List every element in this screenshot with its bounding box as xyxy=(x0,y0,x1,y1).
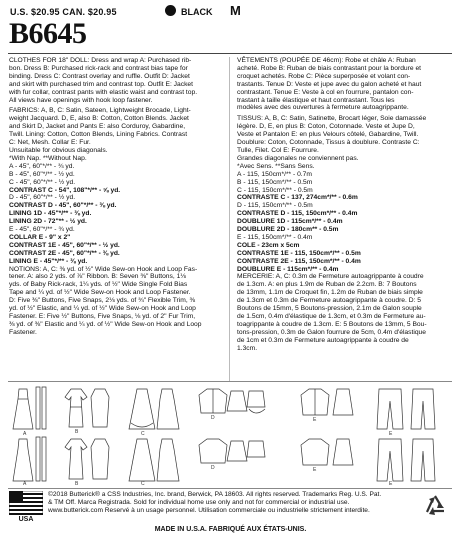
fabric-line: *With Nap. **Without Nap. xyxy=(9,154,87,162)
fabric-line: TISSUS: A, B, C: Satin, Satinette, Brocart léger, Soie damassée xyxy=(237,115,427,123)
desc-line: CLOTHES FOR 18" DOLL: Dress and wrap A: Purchased rib- xyxy=(9,57,192,64)
usa-label: USA xyxy=(18,516,34,523)
english-column xyxy=(9,57,227,337)
size-label: M xyxy=(230,3,241,18)
view-label: E xyxy=(313,467,317,473)
view-label: B xyxy=(75,481,79,485)
yardage-line: LINING 2D - 72"** - ½ yd. xyxy=(9,218,87,226)
copyright-line: & TM Off. Marca Registrada. Sold for individual home use only and not for commercial or industrial use. xyxy=(48,499,350,506)
view-d-back-illustration xyxy=(199,439,265,463)
desc-line: trastants. Tenue D: Veste et jupe avec du galon acheté et haut xyxy=(237,80,422,88)
notion-line: toagrippante à coudre de 1.3cm. E: 5 Boutons de 13mm, 5 Bou- xyxy=(237,320,427,328)
yardage-line: LINING E - 45"*/** - ⅜ yd. xyxy=(9,257,88,265)
notion-line: yd. of ½" Elastic, and ¼ yd. of ½" Wide Sew-on Hook and Loop xyxy=(9,305,196,313)
yardage-line: A - 45", 60"*/** - ¾ yd. xyxy=(9,162,75,170)
fabric-line: légère. D, E, en plus B: Coton, Cotonnade. Veste et Jupe D, xyxy=(237,123,415,131)
english-yardage xyxy=(9,163,227,266)
column-divider xyxy=(229,57,230,382)
illustration-divider xyxy=(8,381,452,382)
copyright-text xyxy=(48,491,413,515)
english-notions xyxy=(9,266,227,337)
view-label: C xyxy=(141,481,145,485)
notion-line: ⅜ yd. of ⅜" Elastic and ¼ yd. of ½" Wide Sew-on Hook and Loop xyxy=(9,320,202,328)
english-fabrics xyxy=(9,107,227,162)
fabric-line: Veste et Pantalon E: en plus Velours côtelé, Gabardine, Twill. xyxy=(237,131,419,139)
notion-line: Fastener. E: Five ½" Buttons, Five Snaps, ⅛ yd. of 2" Fur Trim, xyxy=(9,313,196,320)
desc-line: modèles avec des ouvertures à fermeture autoagrippante. xyxy=(237,104,409,112)
desc-line: binding. Dress C: Contrast overlay and ruffle. Outfit D: Jacket xyxy=(9,72,190,80)
yardage-line: C - 45", 60"*/** - ½ yd. xyxy=(9,178,76,186)
yardage-line: A - 115, 150cm*/** - 0.7m xyxy=(237,170,312,178)
yardage-line: CONTRASTE 2E - 115, 150cm*/** - 0.4m xyxy=(237,257,361,265)
french-column xyxy=(237,57,455,353)
view-b-back-illustration xyxy=(65,439,109,479)
usa-flag-icon xyxy=(9,491,43,515)
fabric-line: and Skirt D, Jacket and Pants E: also Corduroy, Gabardine, xyxy=(9,123,186,131)
yardage-line: CONTRAST 2E - 45", 60"*/** - ⅜ yd. xyxy=(9,249,120,257)
notion-line: Fastener. xyxy=(9,328,37,336)
view-c-back-illustration xyxy=(129,439,179,481)
view-label: D xyxy=(211,465,215,471)
desc-line: and skirt with purchased trim and contrast top. Outfit E: Jacket xyxy=(9,80,193,88)
notion-line: de 1.3cm et 0.3m de Fermeture autoagrippante à coudre. D: 5 xyxy=(237,297,422,305)
view-label: A xyxy=(23,431,27,437)
desc-line: bon. Dress B: Purchased rick-rack and contrast bias tape for xyxy=(9,64,188,72)
yardage-line: C - 115, 150cm*/** - 0.5m xyxy=(237,186,313,194)
yardage-line: COLLAR E - 9" x 2" xyxy=(9,233,71,241)
desc-line: contrastant. Tenue E: Veste à col en fourrure, pantalon con- xyxy=(237,88,414,96)
pattern-number: B6645 xyxy=(9,17,87,50)
view-a-front-illustration xyxy=(13,387,46,429)
footer-divider xyxy=(8,488,452,489)
view-label: A xyxy=(23,481,27,485)
fabric-line: Doublure: Coton, Cotonnade, Tissus à doublure. Contraste C: xyxy=(237,139,420,147)
yardage-line: CONTRAST D - 45", 60"*/** - ⅜ yd. xyxy=(9,202,117,210)
yardage-line: COLE - 23cm x 5cm xyxy=(237,241,300,249)
recycle-icon xyxy=(420,492,450,522)
yardage-line: B - 115, 150cm*/** - 0.5m xyxy=(237,178,313,186)
notion-line: tons-pression, 0.3m de Galon fourrure de 5cm, 0.4m d'élastique xyxy=(237,328,426,336)
desc-line: VÊTEMENTS (POUPÉE DE 46cm): Robe et châle A: Ruban xyxy=(237,57,416,64)
view-label: E xyxy=(389,431,393,437)
desc-line: All views have openings with hook loop fastener. xyxy=(9,96,153,104)
notion-line: tener. A: also 2 yds. of ⅞" Ribbon. B: Seven ⅜" Buttons, 1⅛ xyxy=(9,273,186,281)
yardage-line: D - 115, 150cm*/** - 0.5m xyxy=(237,202,313,210)
notion-line: 1.3cm. xyxy=(237,344,258,352)
made-in-label: MADE IN U.S.A. FABRIQUÉ AUX ÉTATS-UNIS. xyxy=(154,526,307,533)
yardage-line: B - 45", 60"*/** - ½ yd. xyxy=(9,170,75,178)
view-d-front-illustration xyxy=(199,389,265,413)
view-b-front-illustration xyxy=(65,389,109,427)
fabric-line: weight Jacquard. D, E, also B: Cotton, Cotton Blends. Jacket xyxy=(9,115,189,123)
yardage-line: CONTRAST 1E - 45", 60"*/** - ½ yd. xyxy=(9,241,120,249)
fabric-line: Tulle, Filet. Col E: Fourrure. xyxy=(237,146,319,154)
notion-line: de 13mm, 1.1m de Croquet fin, 1.2m de Ruban de biais simple xyxy=(237,289,423,297)
price-label: U.S. $20.95 CAN. $20.95 xyxy=(10,7,117,17)
desc-line: acheté. Robe B: Ruban de biais contrastant pour la bordure et xyxy=(237,64,422,72)
yardage-line: CONTRASTE C - 137, 274cm*/** - 0.6m xyxy=(237,194,358,202)
notion-line: de 1.5cm, 0.4m d'élastique de 1.3cm, et 0.3m de Fermeture au- xyxy=(237,313,426,320)
yardage-line: E - 45", 60"*/** - ¾ yd. xyxy=(9,226,75,234)
yardage-line: DOUBLURE 2D - 180cm** - 0.5m xyxy=(237,226,339,234)
copyright-line: ©2018 Butterick® a CSS Industries, Inc. brand, Berwick, PA 18603. All rights reserved. Trademarks Reg. U.S. Pat. xyxy=(48,491,382,498)
notion-line: NOTIONS: A, C: ⅜ yd. of ½" Wide Sew-on Hook and Loop Fas- xyxy=(9,265,198,273)
english-description xyxy=(9,57,227,104)
french-description xyxy=(237,57,455,112)
view-e-front-illustration xyxy=(301,389,353,415)
yardage-line: CONTRASTE 1E - 115, 150cm*/** - 0.5m xyxy=(237,249,361,257)
fabric-line: Twill. Lining: Cotton, Cotton Blends, Lining Fabrics. Contrast xyxy=(9,131,188,139)
notion-line: Boutons de 15mm, 5 Boutons-pression, 2.1m de Galon souple xyxy=(237,305,422,313)
color-swatch-icon xyxy=(165,5,176,16)
view-label: C xyxy=(141,431,145,437)
notion-line: Tape and ¼ yd. of ½" Wide Sew-on Hook and Loop Fastener. xyxy=(9,289,191,297)
notion-line: D: Five ⅜" Buttons, Five Snaps, 2⅛ yds. of ¾" Flexible Trim, ⅜ xyxy=(9,297,196,305)
view-c-front-illustration xyxy=(129,389,179,429)
view-e-pants-back-illustration xyxy=(377,439,435,481)
view-e-pants-illustration xyxy=(377,389,435,429)
fabric-line: Grandes diagonales ne conviennent pas. xyxy=(237,154,359,162)
yardage-line: DOUBLURE E - 115cm*/** - 0.4m xyxy=(237,265,339,273)
view-label: E xyxy=(389,481,393,485)
copyright-line: www.butterick.com Reservé à un usage personnel. Utilisation commerciale ou industrielle strictement interdite. xyxy=(48,507,370,514)
garment-illustrations xyxy=(9,385,451,485)
french-notions xyxy=(237,273,455,352)
desc-line: with fur collar, contrast pants with elastic waist and contrast top. xyxy=(9,88,198,96)
desc-line: trastant à taille élastique et haut contrastant. Tous les xyxy=(237,96,395,104)
yardage-line: D - 45", 60"*/** - ½ yd. xyxy=(9,194,76,202)
fabric-line: FABRICS: A, B, C: Satin, Sateen, Lightweight Brocade, Light- xyxy=(9,107,191,115)
view-label: B xyxy=(75,429,79,435)
notion-line: de 1.3cm. A: en plus 1.9m de Ruban de 2.2cm. B: 7 Boutons xyxy=(237,281,417,289)
color-label: BLACK xyxy=(181,7,213,17)
notion-line: MERCERIE: A, C: 0.3m de Fermeture autoagrippante à coudre xyxy=(237,273,424,281)
desc-line: croquet achetés. Robe C: Pièce superposée et volant con- xyxy=(237,72,411,80)
view-label: D xyxy=(211,415,215,421)
view-e-back-illustration xyxy=(301,439,353,465)
yardage-line: CONTRASTE D - 115, 150cm*/** - 0.4m xyxy=(237,210,358,218)
notion-line: de 1cm et 0.3m de Fermeture autoagrippante à coudre de xyxy=(237,336,409,344)
view-label: E xyxy=(313,417,317,423)
fabric-line: *Avec Sens. **Sans Sens. xyxy=(237,162,315,170)
yardage-line: E - 115, 150cm*/** - 0.4m xyxy=(237,233,313,241)
fabric-line: Unsuitable for obvious diagonals. xyxy=(9,146,108,154)
french-fabrics xyxy=(237,115,455,170)
french-yardage xyxy=(237,171,455,274)
fabric-line: C: Net, Mesh. Collar E: Fur. xyxy=(9,139,91,147)
yardage-line: LINING 1D - 45"*/** - ⅜ yd. xyxy=(9,210,92,218)
view-a-back-illustration xyxy=(13,437,46,481)
notion-line: yds. of Baby Rick-rack, 1¼ yds. of ½" Wide Single Fold Bias xyxy=(9,281,188,289)
header-divider xyxy=(8,53,452,54)
yardage-line: CONTRAST C - 54", 108"*/** - ⅝ yd. xyxy=(9,186,121,194)
yardage-line: DOUBLURE 1D - 115cm*/** - 0.4m xyxy=(237,218,343,226)
